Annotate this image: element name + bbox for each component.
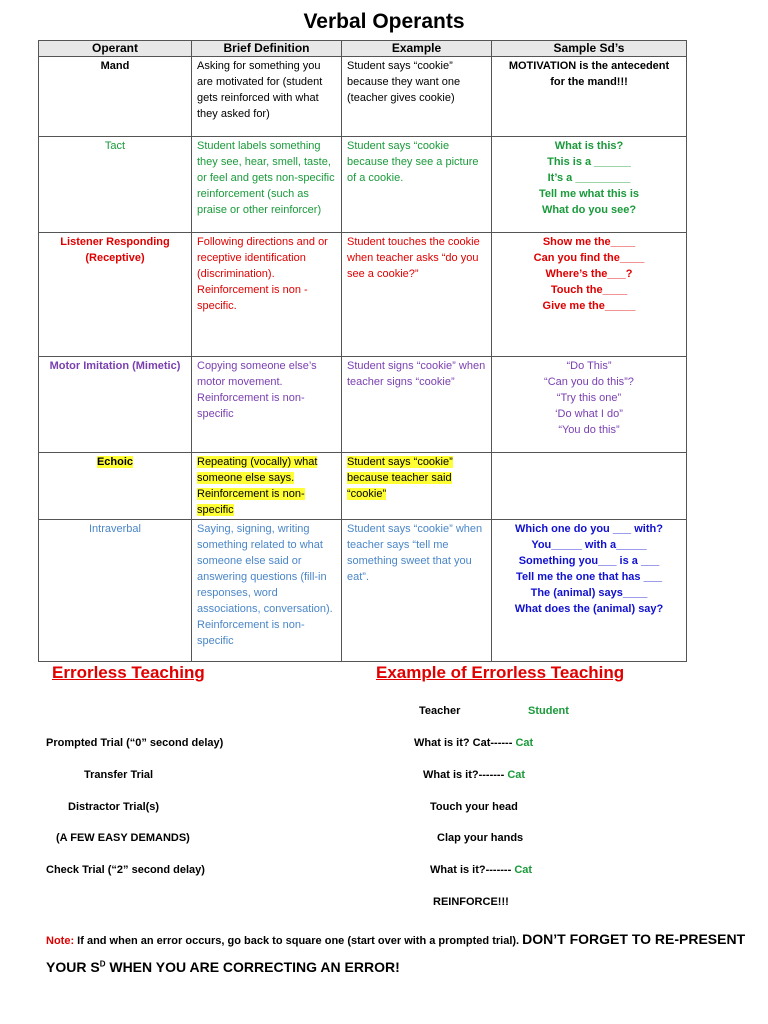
table-row-listener-responding (39, 233, 687, 357)
sd-line: Tell me what this is (538, 188, 640, 200)
example-line (423, 769, 525, 781)
student-answer: Cat (515, 737, 534, 749)
sd-line: Something you___ is a ___ (518, 555, 660, 567)
sd-line: Which one do you ___ with? (515, 523, 663, 535)
operant-cell: Motor Imitation (Mimetic) (39, 357, 192, 453)
operant-cell: Listener Responding (Receptive) (39, 233, 192, 357)
example-cell: Student says “cookie” when teacher says “tell me something sweet that you eat”. (342, 520, 492, 662)
teacher-prompt: What is it? Cat------ (414, 737, 513, 749)
teacher-prompt: What is it?------- (423, 769, 505, 781)
sample-sds-cell (492, 357, 687, 453)
example-cell: Student says “cookie because they see a picture of a cookie. (342, 137, 492, 233)
column-header-sample-sds: Sample Sd’s (492, 41, 687, 57)
student-answer: Cat (514, 864, 533, 876)
sd-line: “You do this” (558, 424, 620, 436)
errorless-step: (A FEW EASY DEMANDS) (56, 832, 190, 844)
column-header-definition: Brief Definition (192, 41, 342, 57)
teacher-prompt: What is it?------- (430, 864, 512, 876)
example-line (433, 896, 509, 908)
operant-label: Echoic (96, 456, 134, 468)
sample-sds-cell (492, 453, 687, 520)
sd-line: This is a ______ (547, 156, 631, 168)
example-line (430, 801, 518, 813)
sd-line: ‘Do what I do” (555, 408, 623, 420)
definition-cell: Student labels something they see, hear, smell, taste, or feel and gets non-specific reinforcement (such as praise or other reinforcer) (192, 137, 342, 233)
example-line (430, 864, 532, 876)
operant-cell: Tact (39, 137, 192, 233)
student-answer: Cat (507, 769, 526, 781)
note-superscript: D (99, 959, 106, 969)
note-label: Note: (46, 935, 75, 947)
sd-line: “Try this one” (556, 392, 622, 404)
example-line (414, 737, 533, 749)
column-header-operant: Operant (39, 41, 192, 57)
student-label: Student (528, 705, 569, 717)
operant-cell (39, 453, 192, 520)
sample-sds-cell (492, 520, 687, 662)
column-header-example: Example (342, 41, 492, 57)
operant-cell: Intraverbal (39, 520, 192, 662)
errorless-step: Distractor Trial(s) (68, 801, 160, 813)
definition-cell: Following directions and or receptive identification (discrimination). Reinforcement is non - specific. (192, 233, 342, 357)
errorless-teaching-heading: Errorless Teaching (52, 663, 205, 682)
table-row-motor-imitation (39, 357, 687, 453)
sample-sds-cell (492, 57, 687, 137)
errorless-step: Prompted Trial (“0” second delay) (46, 737, 224, 749)
definition-text: Repeating (vocally) what someone else says. Reinforcement is non-specific (197, 456, 318, 516)
note-paragraph (46, 926, 746, 982)
sd-line: Tell me the one that has ___ (516, 571, 662, 583)
definition-cell: Saying, signing, writing something related to what someone else said or answering questions (fill-in responses, word associations, conversation). Reinforcement is non-specific (192, 520, 342, 662)
teacher-label: Teacher (419, 705, 461, 717)
example-heading: Example of Errorless Teaching (376, 663, 625, 682)
example-cell (342, 453, 492, 520)
sd-line: “Do This” (566, 360, 612, 372)
errorless-step: Transfer Trial (84, 769, 154, 781)
operant-cell: Mand (39, 57, 192, 137)
sd-line: You_____ with a_____ (531, 539, 647, 551)
definition-cell: Copying someone else’s motor movement. Reinforcement is non-specific (192, 357, 342, 453)
sd-line: MOTIVATION is the antecedent (508, 60, 670, 72)
table-row-tact (39, 137, 687, 233)
sample-sds-cell (492, 137, 687, 233)
sd-line: The (animal) says____ (530, 587, 648, 599)
page-title: Verbal Operants (303, 10, 465, 33)
sd-line: What do you see? (541, 204, 637, 216)
example-text: Student says “cookie” because teacher said “cookie” (347, 456, 453, 500)
example-cell: Student signs “cookie” when teacher signs “cookie” (342, 357, 492, 453)
sd-line: What does the (animal) say? (514, 603, 664, 615)
sd-line: “Can you do this”? (544, 376, 634, 388)
note-text: If and when an error occurs, go back to square one (start over with a prompted trial). (77, 935, 520, 947)
table-row-mand (39, 57, 687, 137)
teacher-prompt: Touch your head (430, 801, 518, 813)
sd-line: for the mand!!! (550, 76, 628, 88)
sd-line: What is this? (554, 140, 624, 152)
example-line (437, 832, 523, 844)
sd-line: Touch the____ (550, 284, 628, 296)
definition-cell (192, 453, 342, 520)
sd-line: Show me the____ (542, 236, 636, 248)
note-emphasis-part2: WHEN YOU ARE CORRECTING AN ERROR! (105, 959, 400, 975)
errorless-step: Check Trial (“2” second delay) (46, 864, 205, 876)
sample-sds-cell (492, 233, 687, 357)
example-cell: Student says “cookie” because they want one (teacher gives cookie) (342, 57, 492, 137)
table-header-row (39, 41, 687, 57)
reinforce-text: REINFORCE!!! (433, 896, 509, 908)
note-emphasis-part1: DON’T FORGET TO RE-PRESENT YOUR S (46, 931, 746, 975)
sd-line: Give me the_____ (542, 300, 636, 312)
table-row-echoic (39, 453, 687, 520)
definition-cell: Asking for something you are motivated for (student gets reinforced with what they asked for) (192, 57, 342, 137)
sd-line: Where’s the___? (545, 268, 633, 280)
table-row-intraverbal (39, 520, 687, 662)
example-cell: Student touches the cookie when teacher asks “do you see a cookie?” (342, 233, 492, 357)
sd-line: It’s a _________ (547, 172, 631, 184)
teacher-prompt: Clap your hands (437, 832, 524, 844)
verbal-operants-table (38, 40, 687, 662)
sd-line: Can you find the____ (533, 252, 645, 264)
